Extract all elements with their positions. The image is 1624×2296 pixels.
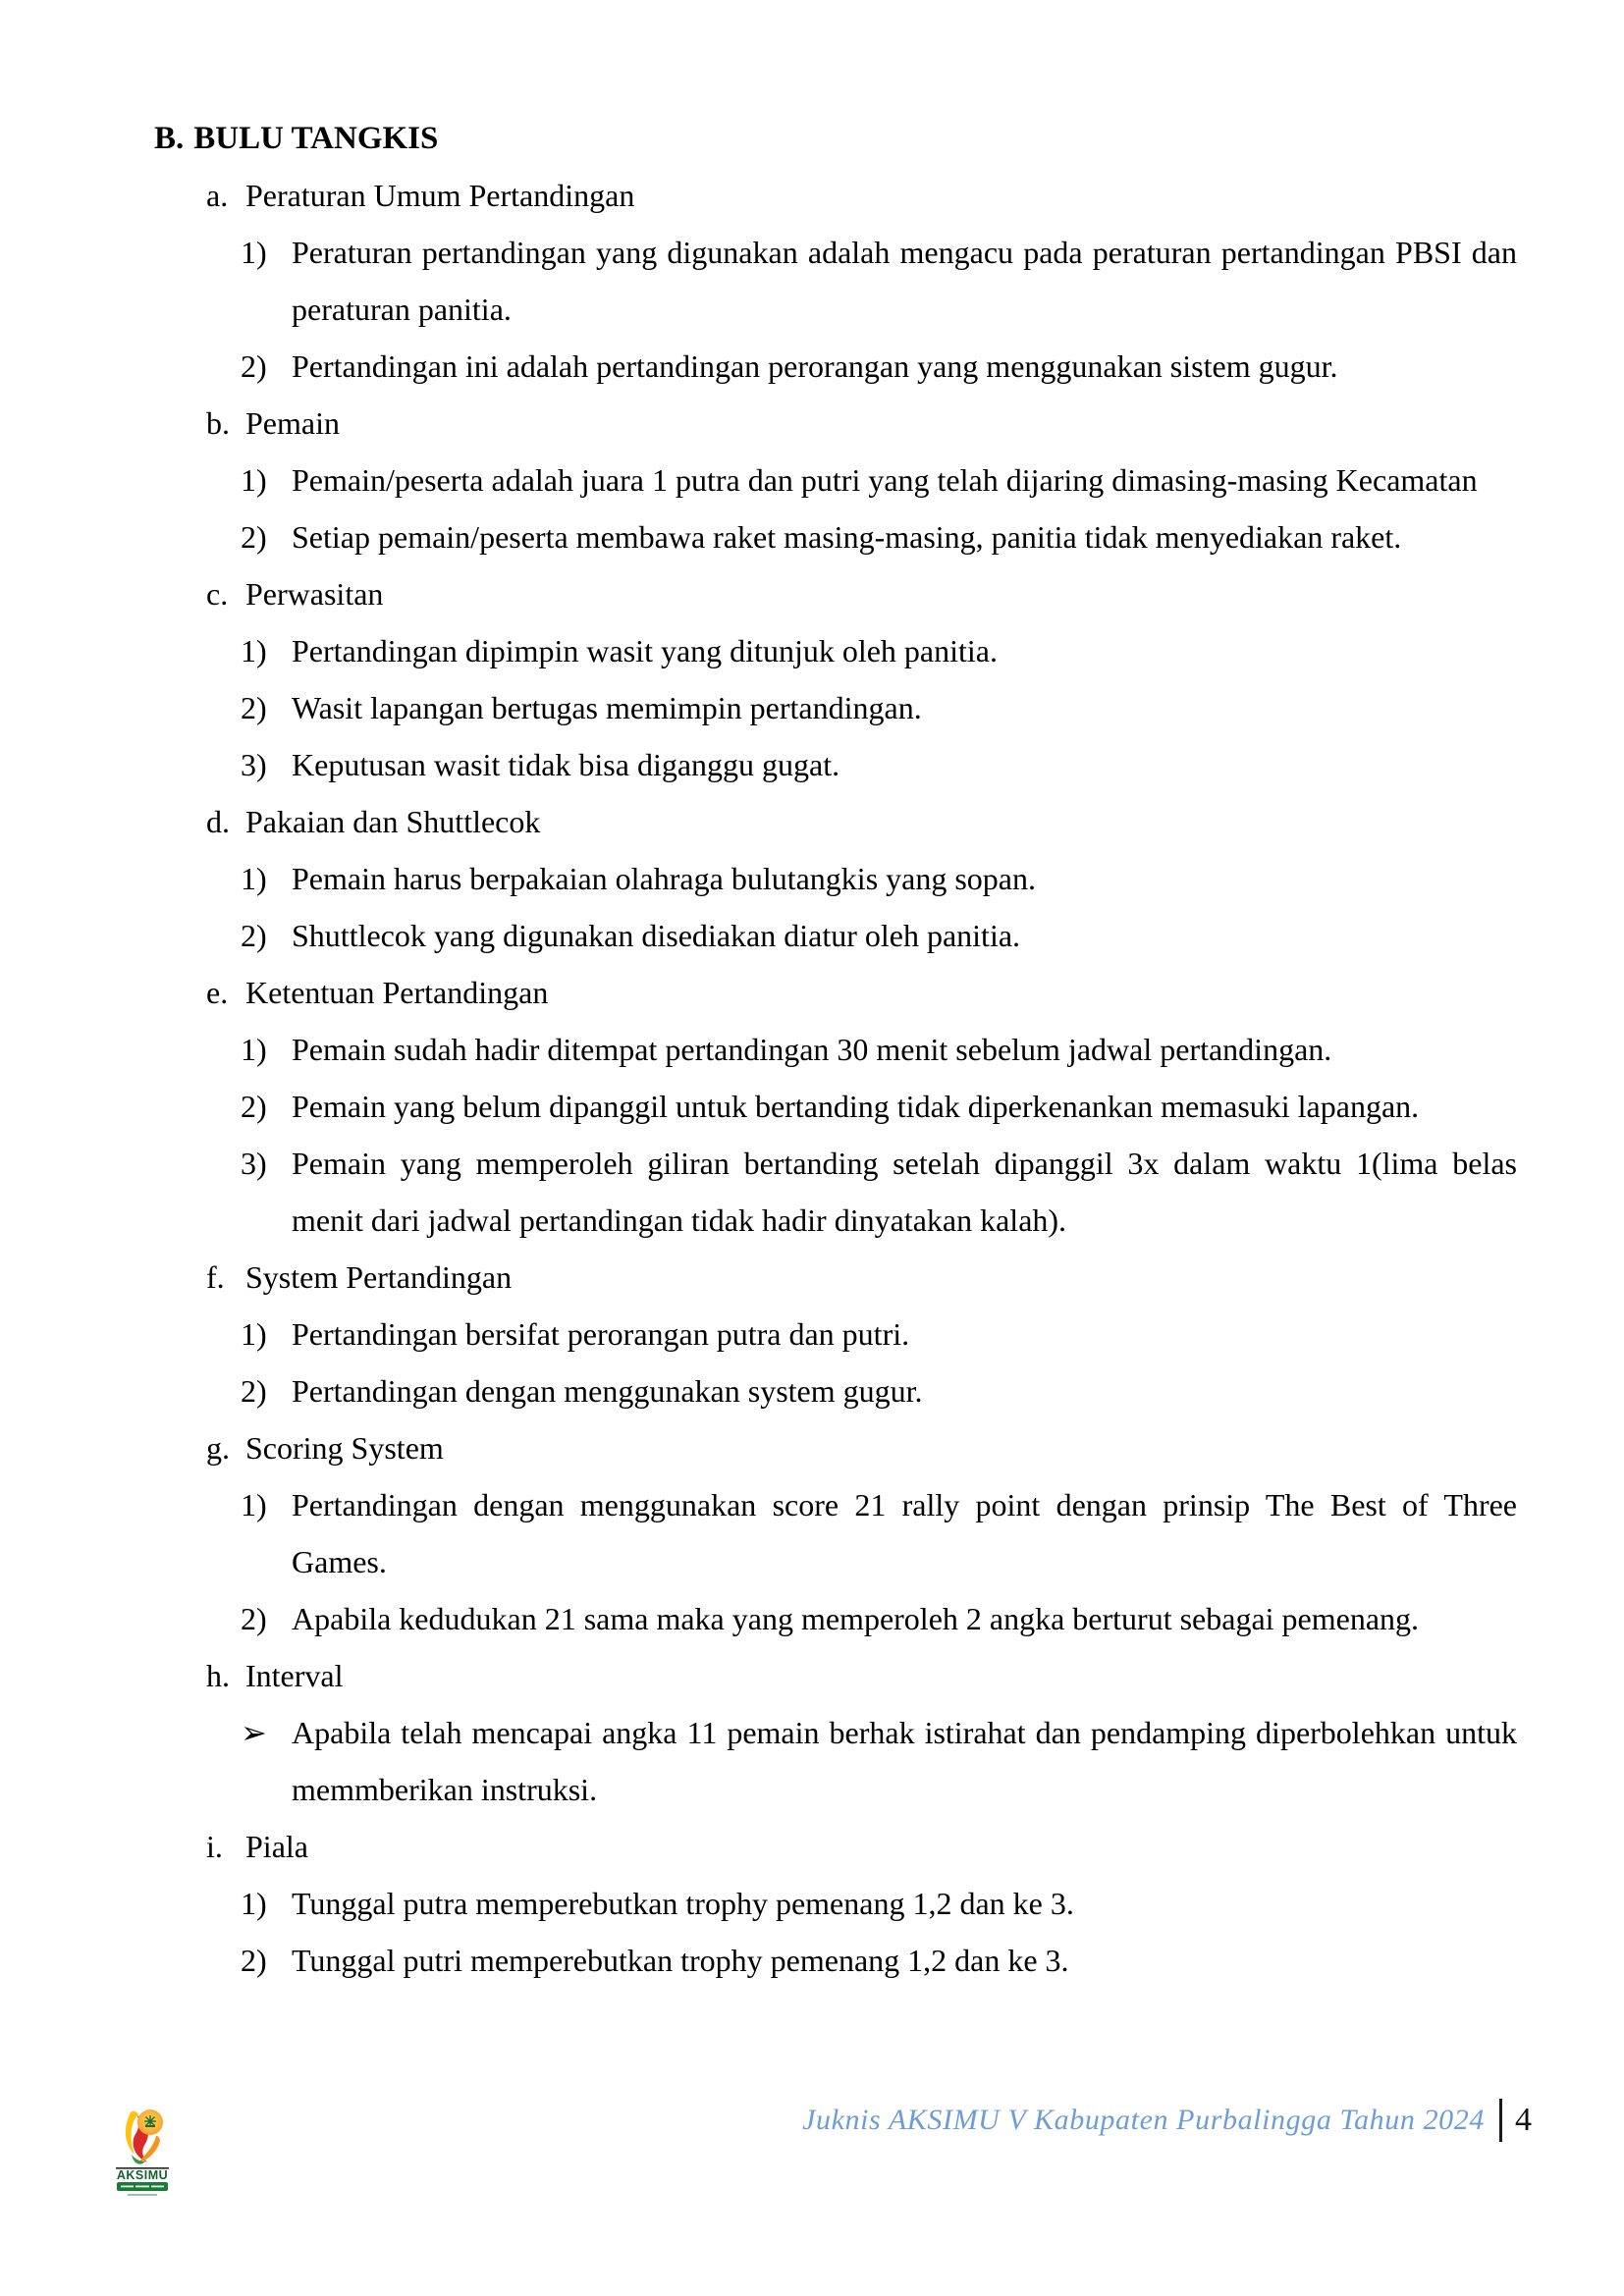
- section-title: Pemain: [245, 405, 340, 441]
- item-text: Wasit lapangan bertugas memimpin pertandingan.: [292, 690, 922, 725]
- arrow-bullet-icon: ➢: [241, 1715, 267, 1750]
- section-title: Piala: [245, 1829, 308, 1864]
- section-label: d.: [206, 804, 230, 839]
- list-item: [154, 1306, 1517, 1362]
- item-text: Pertandingan dengan menggunakan system gugur.: [292, 1373, 923, 1409]
- item-text: Setiap pemain/peserta membawa raket masing-masing, panitia tidak menyediakan raket.: [292, 519, 1402, 555]
- list-item: [154, 1704, 1517, 1818]
- heading-label: B.: [154, 121, 185, 156]
- item-text: Pemain yang memperoleh giliran bertanding setelah dipanggil 3x dalam waktu 1(lima belas menit dari jadwal pertandingan tidak hadir dinyatakan kalah).: [292, 1146, 1517, 1238]
- section-label: g.: [206, 1430, 230, 1466]
- list-item: [154, 1135, 1517, 1249]
- item-number: 1): [241, 235, 267, 270]
- list-item: [154, 622, 1517, 679]
- item-text: Shuttlecok yang digunakan disediakan diatur oleh panitia.: [292, 918, 1021, 953]
- item-number: 2): [241, 1089, 267, 1124]
- section-title: Interval: [245, 1658, 344, 1693]
- section-c-header: [154, 565, 1517, 622]
- section-label: c.: [206, 576, 229, 612]
- section-d-header: [154, 793, 1517, 850]
- section-title: System Pertandingan: [245, 1259, 513, 1295]
- item-number: 2): [241, 348, 267, 384]
- item-text: Apabila kedudukan 21 sama maka yang memperoleh 2 angka berturut sebagai pemenang.: [292, 1601, 1420, 1636]
- item-text: Pemain yang belum dipanggil untuk bertanding tidak diperkenankan memasuki lapangan.: [292, 1089, 1420, 1124]
- section-f-header: [154, 1249, 1517, 1306]
- list-item: [154, 338, 1517, 395]
- list-item: [154, 850, 1517, 907]
- section-title: Scoring System: [245, 1430, 444, 1466]
- footer-separator: [1499, 2099, 1502, 2142]
- item-text: Keputusan wasit tidak bisa diganggu gugat.: [292, 747, 840, 782]
- item-number: 1): [241, 1487, 267, 1522]
- item-number: 1): [241, 1316, 267, 1352]
- logo-wordmark: AKSIMU: [116, 2168, 169, 2182]
- section-label: a.: [206, 178, 229, 213]
- section-heading: [154, 110, 1517, 167]
- item-text: Peraturan pertandingan yang digunakan adalah mengacu pada peraturan pertandingan PBSI dan peraturan panitia.: [292, 235, 1517, 327]
- list-item: [154, 1021, 1517, 1078]
- item-number: 3): [241, 1146, 267, 1181]
- item-number: 1): [241, 1032, 267, 1067]
- section-label: f.: [206, 1259, 225, 1295]
- section-label: e.: [206, 975, 229, 1010]
- item-text: Tunggal putri memperebutkan trophy pemenang 1,2 dan ke 3.: [292, 1943, 1069, 1978]
- sun-emblem-script: [145, 2125, 155, 2127]
- aksimu-logo: [114, 2107, 171, 2201]
- list-item: [154, 224, 1517, 338]
- banner-microtext: [121, 2186, 164, 2188]
- item-number: 3): [241, 747, 267, 782]
- item-text: Pemain/peserta adalah juara 1 putra dan putri yang telah dijaring dimasing-masing Kecamatan: [292, 462, 1478, 498]
- item-number: 2): [241, 519, 267, 555]
- list-item: [154, 1590, 1517, 1647]
- item-number: 1): [241, 861, 267, 896]
- list-item: [154, 679, 1517, 736]
- list-item: [154, 452, 1517, 508]
- section-title: Perwasitan: [245, 576, 384, 612]
- item-text: Pemain harus berpakaian olahraga bulutangkis yang sopan.: [292, 861, 1036, 896]
- list-item: [154, 736, 1517, 793]
- section-i-header: [154, 1818, 1517, 1875]
- section-b-header: [154, 395, 1517, 452]
- page-footer: [802, 2099, 1532, 2142]
- item-number: 2): [241, 918, 267, 953]
- item-number: 2): [241, 1601, 267, 1636]
- section-title: Peraturan Umum Pertandingan: [245, 178, 635, 213]
- section-g-header: [154, 1419, 1517, 1476]
- list-item: [154, 907, 1517, 964]
- section-a-header: [154, 167, 1517, 224]
- section-h-header: [154, 1647, 1517, 1704]
- item-text: Pertandingan dengan menggunakan score 21 rally point dengan prinsip The Best of Three Games.: [292, 1487, 1517, 1579]
- page-number: 4: [1515, 2102, 1532, 2138]
- list-item: [154, 508, 1517, 565]
- section-label: i.: [206, 1829, 223, 1864]
- aksimu-logo-graphic: [114, 2107, 171, 2201]
- item-number: 1): [241, 1886, 267, 1921]
- item-text: Pertandingan bersifat perorangan putra dan putri.: [292, 1316, 910, 1352]
- item-number: 1): [241, 633, 267, 668]
- list-item: [154, 1078, 1517, 1135]
- item-text: Pertandingan ini adalah pertandingan perorangan yang menggunakan sistem gugur.: [292, 348, 1338, 384]
- section-title: Ketentuan Pertandingan: [245, 975, 549, 1010]
- document-content: [154, 110, 1517, 1989]
- section-title: Pakaian dan Shuttlecok: [245, 804, 541, 839]
- item-number: 2): [241, 1373, 267, 1409]
- footer-title: Juknis AKSIMU V Kabupaten Purbalingga Tahun 2024: [802, 2104, 1485, 2136]
- list-item: [154, 1932, 1517, 1989]
- section-label: h.: [206, 1658, 230, 1693]
- item-text: Pemain sudah hadir ditempat pertandingan 30 menit sebelum jadwal pertandingan.: [292, 1032, 1332, 1067]
- heading-title: BULU TANGKIS: [193, 121, 439, 156]
- list-item: [154, 1875, 1517, 1932]
- list-item: [154, 1362, 1517, 1419]
- section-e-header: [154, 964, 1517, 1021]
- item-number: 1): [241, 462, 267, 498]
- logo-subtext: [128, 2194, 157, 2196]
- item-text: Apabila telah mencapai angka 11 pemain berhak istirahat dan pendamping diperbolehkan untuk memmberikan instruksi.: [292, 1715, 1517, 1807]
- list-item: [154, 1476, 1517, 1590]
- item-text: Pertandingan dipimpin wasit yang ditunjuk oleh panitia.: [292, 633, 998, 668]
- item-number: 2): [241, 1943, 267, 1978]
- item-text: Tunggal putra memperebutkan trophy pemenang 1,2 dan ke 3.: [292, 1886, 1074, 1921]
- item-number: 2): [241, 690, 267, 725]
- section-label: b.: [206, 405, 230, 441]
